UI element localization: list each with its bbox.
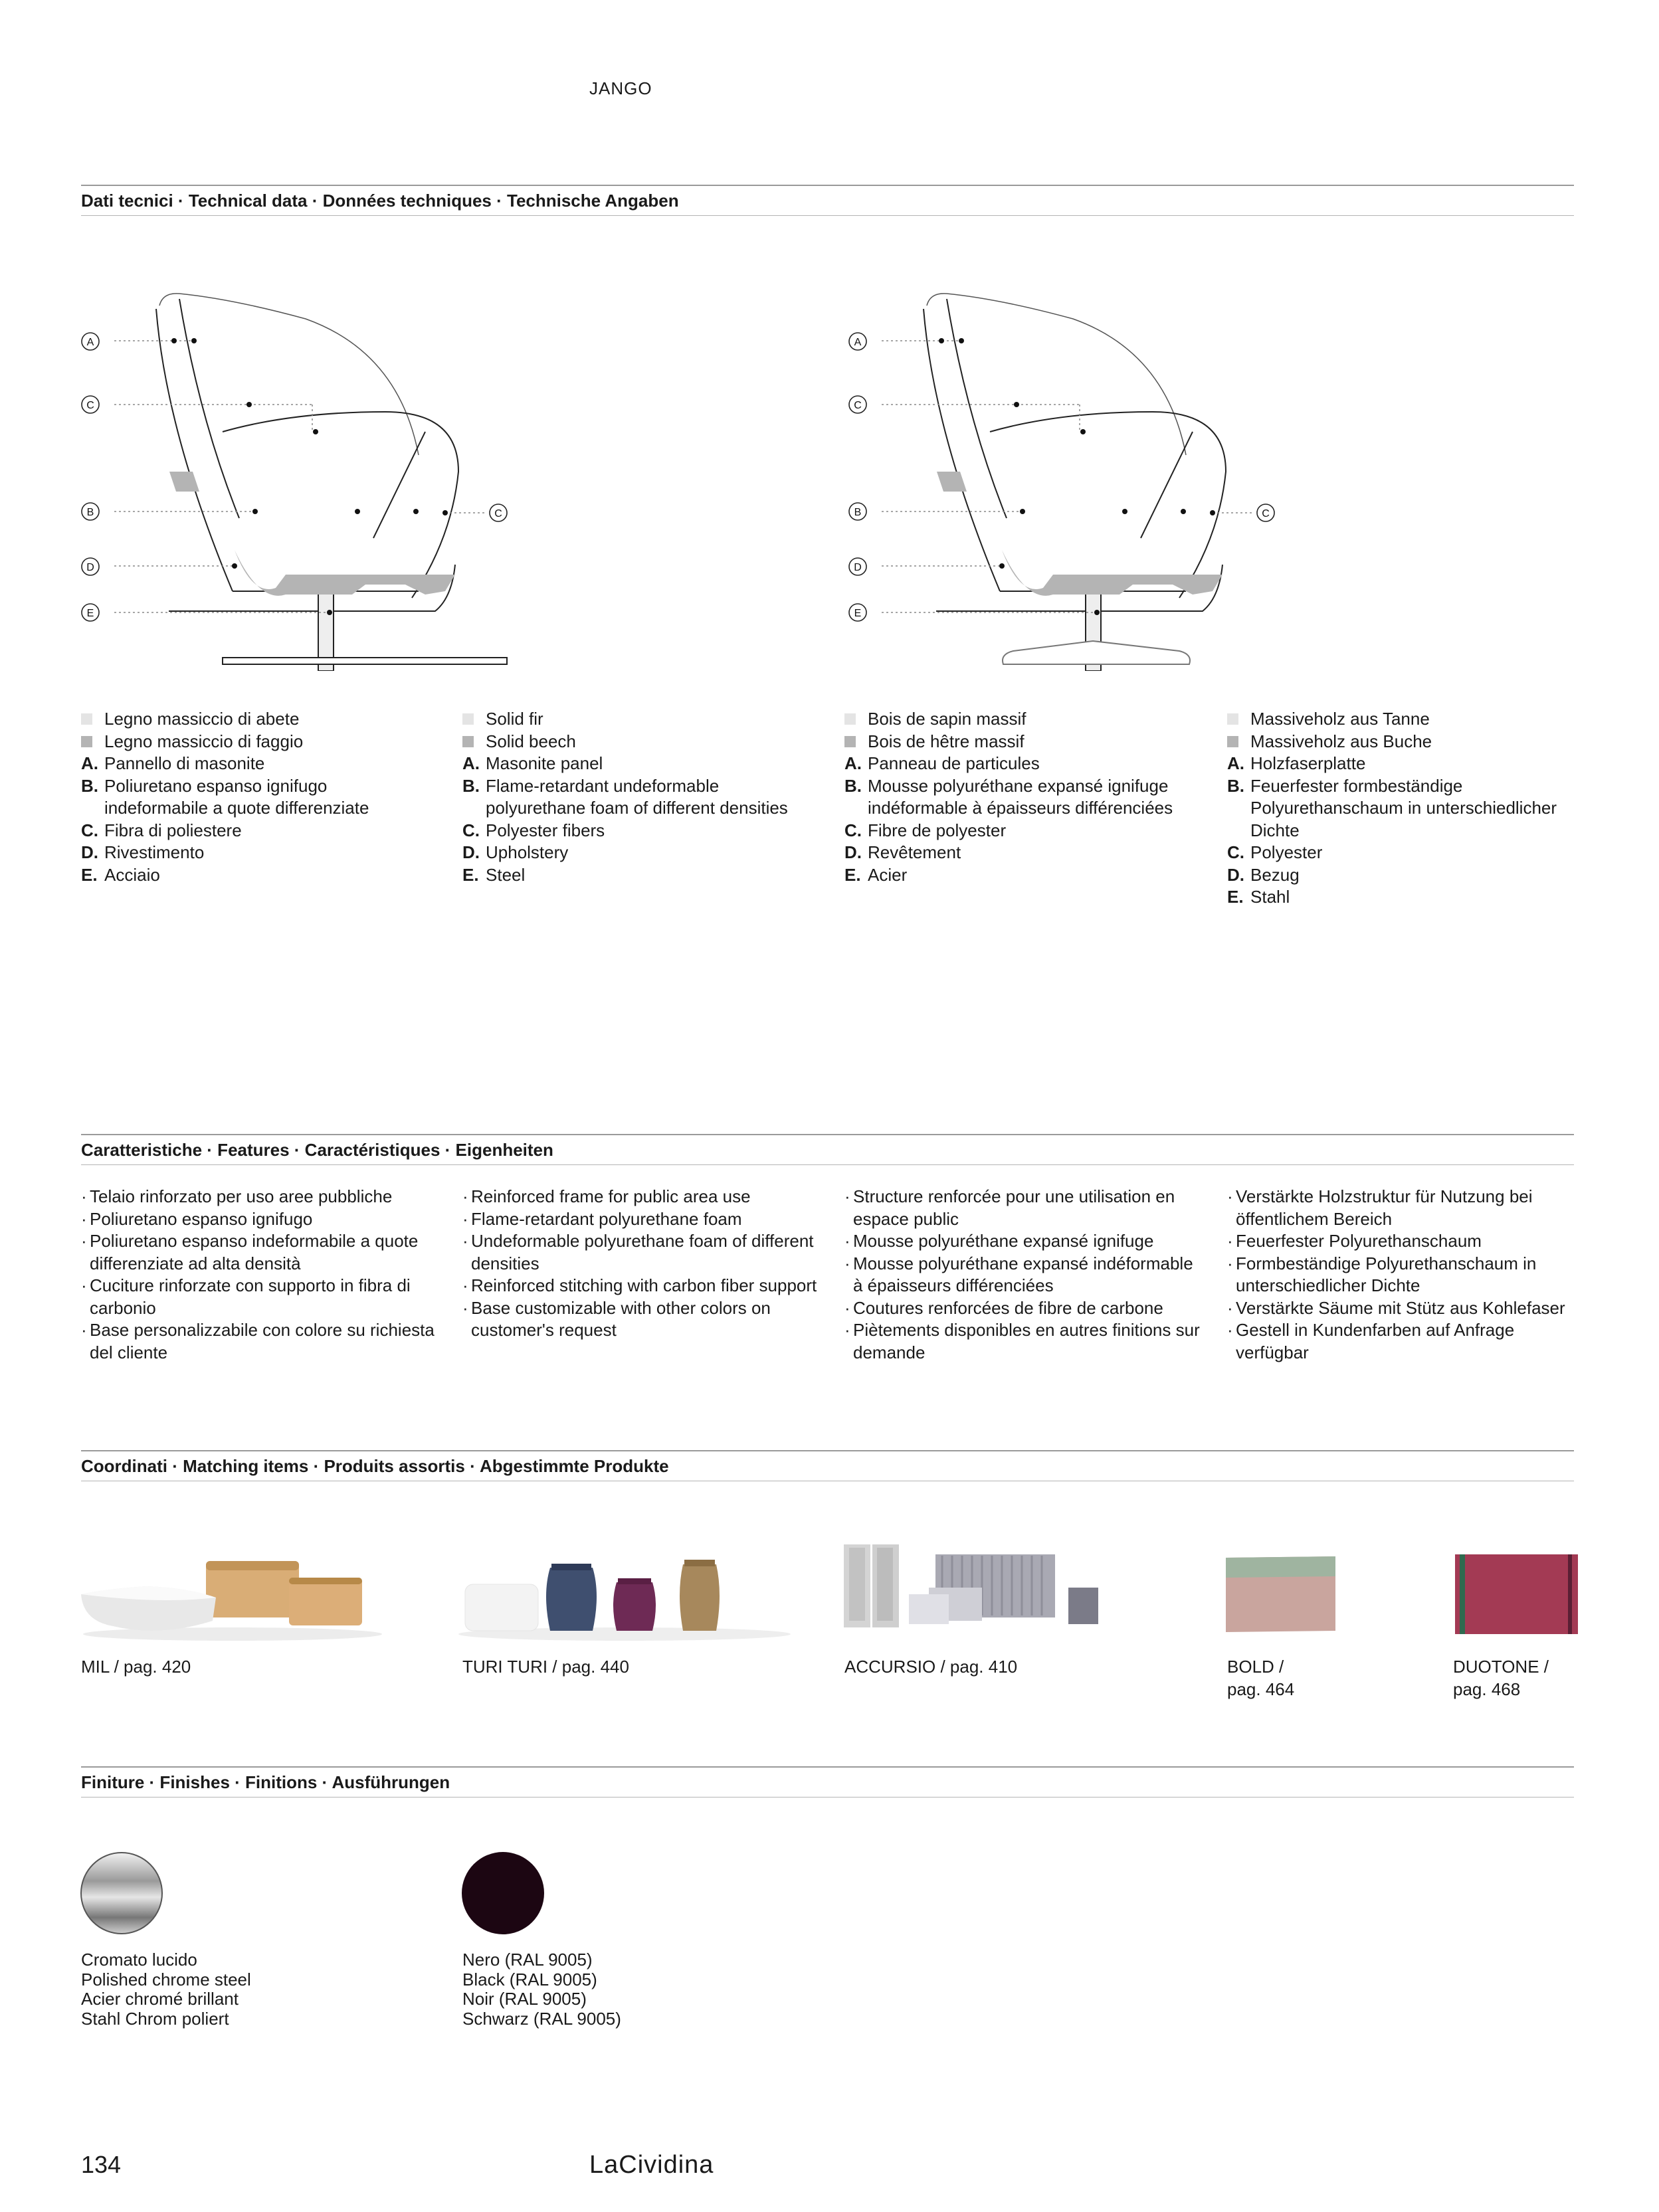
legend-key: C.	[81, 820, 98, 840]
callout-label: C	[494, 508, 502, 519]
divider	[81, 1134, 1574, 1135]
feature-item: Cuciture rinforzate con supporto in fibra di carbonio	[90, 1275, 411, 1318]
feature-item: Base personalizzabile con colore su richiesta del cliente	[90, 1320, 435, 1362]
legend-fir: Solid fir	[486, 709, 543, 729]
finish-caption-chrome	[81, 1950, 251, 2029]
legend-beech: Legno massiccio di faggio	[104, 731, 304, 751]
feature-item: Reinforced frame for public area use	[471, 1186, 751, 1206]
bold-rug-image[interactable]	[1222, 1551, 1339, 1637]
callout-label: B	[86, 507, 94, 518]
legend-text: Holzfaserplatte	[1250, 753, 1366, 773]
feature-item: Base customizable with other colors on customer's request	[471, 1297, 771, 1340]
feature-item: Poliuretano espanso indeformabile a quote differenziate ad alta densità	[90, 1231, 419, 1273]
feature-item: Flame-retardant polyurethane foam	[471, 1208, 742, 1229]
fir-swatch	[81, 713, 92, 725]
legend-text: Upholstery	[486, 842, 569, 862]
legend-fir: Bois de sapin massif	[868, 709, 1026, 729]
finish-line: Acier chromé brillant	[81, 1989, 239, 2009]
feature-item: Structure renforcée pour une utilisation en espace public	[853, 1186, 1175, 1229]
callout-label: D	[86, 562, 94, 573]
legend-text: Pannello di masonite	[104, 753, 265, 773]
divider	[81, 185, 1574, 186]
features-en: · Reinforced frame for public area use · Flame-retardant polyurethane foam · Undeformable polyurethane foam of different densities · Reinforced stitching with carbon fiber support · Base customizable with other colors on customer's request	[462, 1186, 821, 1342]
legend-key: A.	[81, 753, 98, 773]
legend-key: D.	[844, 842, 862, 862]
legend-key: A.	[1227, 753, 1244, 773]
callout-label: C	[86, 400, 94, 411]
feature-item: Formbeständige Polyurethanschaum in unterschiedlicher Dichte	[1236, 1253, 1537, 1295]
legend-text: Rivestimento	[104, 842, 205, 862]
callout-label: E	[86, 608, 94, 619]
legend-key: D.	[1227, 864, 1244, 885]
finish-line: Noir (RAL 9005)	[462, 1989, 587, 2009]
legend-key: C.	[462, 820, 480, 840]
turi-turi-product-image[interactable]	[452, 1548, 797, 1644]
legend-key: D.	[81, 842, 98, 862]
legend-text: Acier	[868, 864, 908, 885]
divider	[81, 1766, 1574, 1768]
tech-legend-de	[1227, 708, 1579, 909]
chair-drawing-star-base	[840, 279, 1319, 671]
callout-label: E	[854, 608, 862, 619]
divider	[81, 1164, 1574, 1165]
legend-beech: Massiveholz aus Buche	[1250, 731, 1432, 751]
legend-key: E.	[844, 864, 861, 885]
product-name: JANGO	[589, 78, 652, 98]
black-swatch[interactable]	[461, 1851, 547, 1938]
features-fr: · Structure renforcée pour une utilisation en espace public · Mousse polyuréthane expansé ignifuge · Mousse polyuréthane expansé indéformable à épaisseurs différenciées · Coutures renforcées de fibre de carbone · Piètements disponibles en autres finitions sur demande	[844, 1186, 1203, 1364]
legend-text: Flame-retardant undeformable polyurethane foam of different densities	[486, 775, 788, 818]
mil-product-image[interactable]	[80, 1548, 385, 1644]
tech-legend-en	[462, 708, 815, 886]
matching-caption-accursio[interactable]: ACCURSIO / pag. 410	[844, 1657, 1018, 1677]
tech-legend-fr	[844, 708, 1197, 886]
chrome-swatch[interactable]	[80, 1851, 166, 1938]
beech-swatch	[844, 736, 856, 747]
callout-label: D	[854, 562, 862, 573]
feature-item: Piètements disponibles en autres finitions sur demande	[853, 1320, 1200, 1362]
finish-line: Stahl Chrom poliert	[81, 2008, 229, 2029]
finish-line: Polished chrome steel	[81, 1969, 251, 1989]
feature-item: Feuerfester Polyurethanschaum	[1236, 1231, 1482, 1251]
legend-text: Stahl	[1250, 887, 1290, 907]
legend-text: Polyester fibers	[486, 820, 605, 840]
fir-swatch	[1227, 713, 1238, 725]
feature-item: Verstärkte Holzstruktur für Nutzung bei öffentlichem Bereich	[1236, 1186, 1533, 1229]
tech-legend-it	[81, 708, 433, 886]
legend-text: Fibre de polyester	[868, 820, 1007, 840]
legend-key: D.	[462, 842, 480, 862]
callout-label: C	[854, 400, 862, 411]
legend-key: E.	[1227, 887, 1244, 907]
feature-item: Gestell in Kundenfarben auf Anfrage verfügbar	[1236, 1320, 1515, 1362]
beech-swatch	[81, 736, 92, 747]
matching-caption-duotone[interactable]: DUOTONE / pag. 468	[1453, 1657, 1549, 1699]
legend-text: Steel	[486, 864, 526, 885]
duotone-rug-image[interactable]	[1452, 1551, 1585, 1641]
legend-key: C.	[844, 820, 862, 840]
feature-item: Mousse polyuréthane expansé indéformable à épaisseurs différenciées	[853, 1253, 1193, 1295]
legend-key: B.	[844, 775, 862, 796]
features-it: · Telaio rinforzato per uso aree pubbliche · Poliuretano espanso ignifugo · Poliuretano espanso indeformabile a quote differenziate ad alta densità · Cuciture rinforzate con supporto in fibra di carbonio · Base personalizzabile con colore su richiesta del cliente	[81, 1186, 440, 1364]
legend-beech: Solid beech	[486, 731, 576, 751]
technical-section-title: Dati tecnici · Technical data · Données techniques · Technische Angaben	[81, 191, 679, 211]
page-number: 134	[81, 2151, 122, 2178]
beech-swatch	[462, 736, 474, 747]
legend-text: Polyester	[1250, 842, 1323, 862]
finish-line: Schwarz (RAL 9005)	[462, 2008, 621, 2029]
finish-caption-black	[462, 1950, 621, 2029]
legend-text: Bezug	[1250, 864, 1300, 885]
legend-key: B.	[81, 775, 98, 796]
callout-label: C	[1262, 508, 1270, 519]
legend-fir: Legno massiccio di abete	[104, 709, 300, 729]
feature-item: Poliuretano espanso ignifugo	[90, 1208, 313, 1229]
brand-name: LaCividina	[589, 2151, 714, 2179]
legend-text: Panneau de particules	[868, 753, 1040, 773]
finish-line: Black (RAL 9005)	[462, 1969, 597, 1989]
features-de: · Verstärkte Holzstruktur für Nutzung bei öffentlichem Bereich · Feuerfester Polyurethanschaum · Formbeständige Polyurethanschaum in unterschiedlicher Dichte · Verstärkte Säume mit Stütz aus Kohlefaser · Gestell in Kundenfarben auf Anfrage verfügbar	[1227, 1186, 1586, 1364]
legend-text: Acciaio	[104, 864, 160, 885]
callout-label: A	[86, 337, 94, 348]
matching-caption-bold[interactable]: BOLD / pag. 464	[1227, 1657, 1295, 1699]
divider	[81, 1450, 1574, 1451]
legend-key: A.	[462, 753, 480, 773]
beech-swatch	[1227, 736, 1238, 747]
finish-line: Cromato lucido	[81, 1950, 197, 1970]
matching-section-title: Coordinati · Matching items · Produits assortis · Abgestimmte Produkte	[81, 1456, 669, 1476]
divider	[81, 215, 1574, 216]
legend-text: Poliuretano espanso ignifugo indeformabile a quote differenziate	[104, 775, 369, 818]
legend-key: C.	[1227, 842, 1244, 862]
matching-caption-turi-turi[interactable]: TURI TURI / pag. 440	[462, 1657, 629, 1677]
legend-text: Mousse polyuréthane expansé ignifuge indéformable à épaisseurs différenciées	[868, 775, 1173, 818]
feature-item: Telaio rinforzato per uso aree pubbliche	[90, 1186, 393, 1206]
legend-text: Feuerfester formbeständige Polyurethanschaum in unterschiedlicher Dichte	[1250, 775, 1557, 840]
legend-text: Revêtement	[868, 842, 961, 862]
legend-fir: Massiveholz aus Tanne	[1250, 709, 1430, 729]
feature-item: Undeformable polyurethane foam of different densities	[471, 1231, 814, 1273]
finishes-section-title: Finiture · Finishes · Finitions · Ausführungen	[81, 1772, 450, 1792]
legend-key: B.	[462, 775, 480, 796]
legend-key: A.	[844, 753, 862, 773]
features-section-title: Caratteristiche · Features · Caractéristiques · Eigenheiten	[81, 1140, 553, 1160]
chair-drawing-swivel-base	[73, 279, 551, 671]
fir-swatch	[844, 713, 856, 725]
accursio-product-image[interactable]	[842, 1541, 1122, 1641]
feature-item: Reinforced stitching with carbon fiber support	[471, 1275, 817, 1295]
feature-item: Coutures renforcées de fibre de carbone	[853, 1297, 1163, 1318]
legend-text: Fibra di poliestere	[104, 820, 242, 840]
matching-caption-mil[interactable]: MIL / pag. 420	[81, 1657, 191, 1677]
callout-label: B	[854, 507, 862, 518]
feature-item: Mousse polyuréthane expansé ignifuge	[853, 1231, 1154, 1251]
feature-item: Verstärkte Säume mit Stütz aus Kohlefaser	[1236, 1297, 1565, 1318]
callout-label: A	[854, 337, 862, 348]
legend-key: E.	[462, 864, 479, 885]
legend-text: Masonite panel	[486, 753, 603, 773]
fir-swatch	[462, 713, 474, 725]
finish-line: Nero (RAL 9005)	[462, 1950, 593, 1970]
legend-key: E.	[81, 864, 98, 885]
legend-beech: Bois de hêtre massif	[868, 731, 1025, 751]
legend-key: B.	[1227, 775, 1244, 796]
